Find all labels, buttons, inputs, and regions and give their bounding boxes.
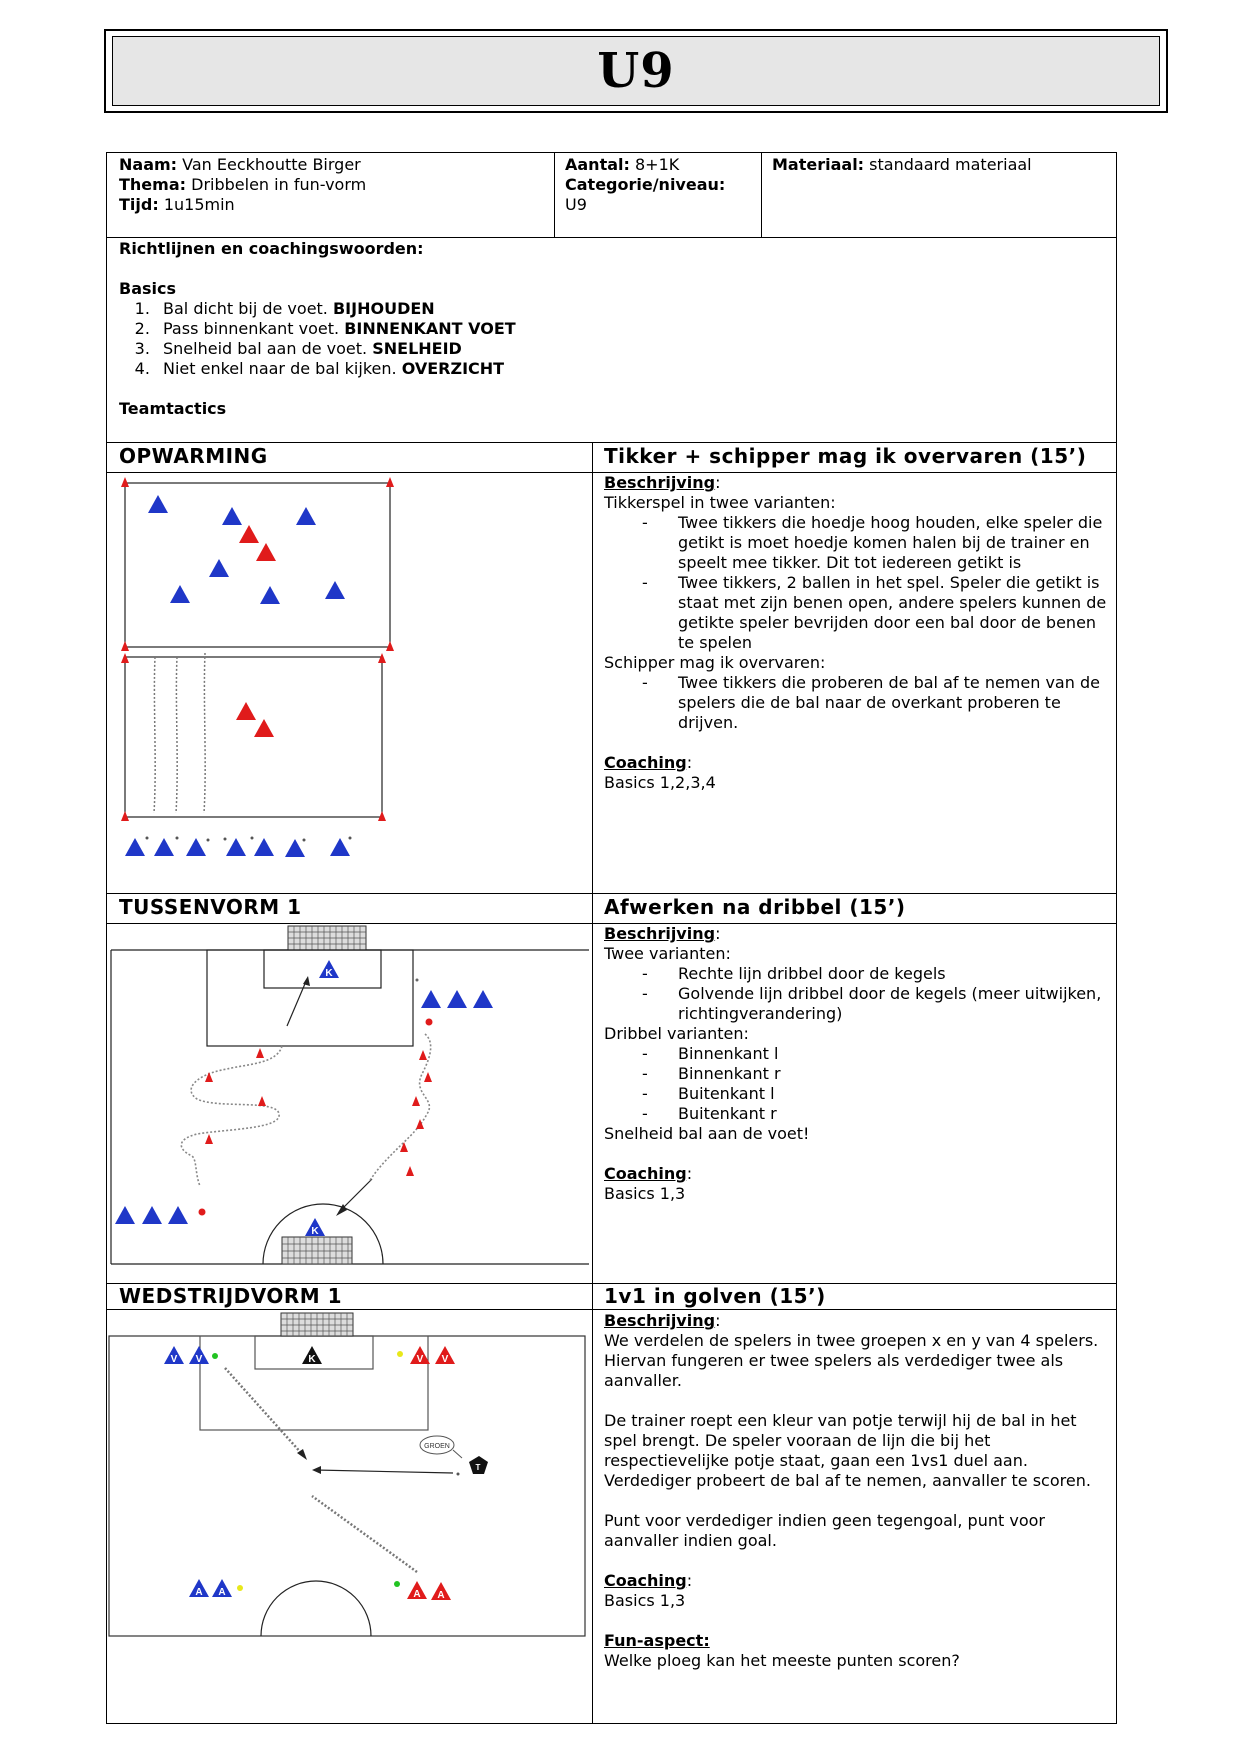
player-red	[239, 525, 259, 543]
player-blue	[296, 507, 316, 525]
basics-item: 1. Bal dicht bij de voet. BIJHOUDEN	[155, 299, 1109, 319]
opwarming-description: Beschrijving: Tikkerspel in twee varianten: - Twee tikkers die hoedje hoog houden, elke speler die getikt is moet hoedje komen halen bij de trainer en speelt mee tikker. Dit tot iedereen getikt is - Twee tikkers, 2 ballen in het spel. Speler die getikt is staat met zijn benen open, andere spelers kunnen de getikte speler bevrijden door een bal door de benen te spelen Schipper mag ik overvaren: - Twee tikkers die proberen de bal af te nemen van de spelers die de bal naar de overkant proberen te drijven. Coaching: Basics 1,2,3,4	[604, 473, 1109, 793]
training-sheet-table	[106, 152, 1117, 1724]
fun-aspect-value: Welke ploeg kan het meeste punten scoren?	[604, 1651, 960, 1670]
player-blue	[260, 586, 280, 604]
player-blue	[325, 581, 345, 599]
opwarming-diagram	[107, 473, 591, 893]
teamtactics-heading: Teamtactics	[119, 399, 227, 418]
categorie-value: U9	[565, 195, 587, 214]
fun-aspect-heading: Fun-aspect:	[604, 1631, 710, 1650]
basics-heading: Basics	[119, 279, 177, 298]
page-title: U9	[597, 43, 675, 99]
svg-text:K: K	[311, 1226, 319, 1237]
player-blue	[209, 559, 229, 577]
basics-list	[81, 299, 1109, 379]
coaching-value: Basics 1,3	[604, 1184, 686, 1203]
svg-text:GROEN: GROEN	[424, 1443, 450, 1450]
list-item: - Golvende lijn dribbel door de kegels (meer uitwijken, richtingverandering)	[642, 984, 1109, 1024]
player-red	[256, 543, 276, 561]
player-red	[236, 702, 256, 720]
svg-text:V: V	[441, 1354, 449, 1365]
wedstrijdvorm-diagram	[107, 1310, 591, 1722]
svg-text:A: A	[413, 1589, 421, 1600]
list-item: - Rechte lijn dribbel door de kegels	[642, 964, 1109, 984]
richtlijnen-heading: Richtlijnen en coachingswoorden:	[119, 239, 424, 258]
richtlijnen-block	[119, 239, 1109, 419]
section-title-opwarming: Tikker + schipper mag ik overvaren (15’)	[604, 444, 1087, 468]
svg-text:V: V	[195, 1354, 203, 1365]
section-title-tussenvorm: Afwerken na dribbel (15’)	[604, 895, 906, 919]
aantal-value: 8+1K	[635, 155, 680, 174]
materiaal-value: standaard materiaal	[869, 155, 1032, 174]
tussenvorm-description: Beschrijving: Twee varianten: - Rechte lijn dribbel door de kegels - Golvende lijn dribbel door de kegels (meer uitwijken, richtingverandering) Dribbel varianten: - Binnenkant l - Binnenkant r - Buitenkant l - Buitenkant r Snelheid bal aan de voet! Coaching: Basics 1,3	[604, 924, 1109, 1204]
tussenvorm-diagram	[107, 924, 591, 1282]
list-item: - Twee tikkers die hoedje hoog houden, elke speler die getikt is moet hoedje komen halen bij de trainer en speelt mee tikker. Dit tot iedereen getikt is	[642, 513, 1109, 573]
section-label-wedstrijdvorm: WEDSTRIJDVORM 1	[119, 1284, 343, 1308]
list-item: - Binnenkant r	[642, 1064, 1109, 1084]
coaching-value: Basics 1,2,3,4	[604, 773, 716, 792]
info-materiaal: Materiaal: standaard materiaal	[772, 155, 1032, 174]
list-item: - Twee tikkers, 2 ballen in het spel. Speler die getikt is staat met zijn benen open, andere spelers kunnen de getikte speler bevrijden door een bal door de benen te spelen	[642, 573, 1109, 653]
player-blue	[148, 495, 168, 513]
player-blue	[170, 585, 190, 603]
title-banner	[104, 29, 1168, 113]
player-blue	[222, 507, 242, 525]
goal-net	[288, 926, 366, 950]
section-label-opwarming: OPWARMING	[119, 444, 268, 468]
list-item: - Buitenkant l	[642, 1084, 1109, 1104]
info-aantal: Aantal: 8+1K Categorie/niveau: U9	[565, 155, 755, 215]
title-banner-inner	[112, 36, 1160, 106]
player-marker	[137, 495, 345, 893]
section-label-tussenvorm: TUSSENVORM 1	[119, 895, 302, 919]
info-general: Naam: Van Eeckhoutte Birger Thema: Dribbelen in fun-vorm Tijd: 1u15min	[119, 155, 367, 214]
list-item: - Twee tikkers die proberen de bal af te nemen van de spelers die de bal naar de overkant proberen te drijven.	[642, 673, 1109, 733]
section-title-wedstrijdvorm: 1v1 in golven (15’)	[604, 1284, 826, 1308]
svg-text:V: V	[170, 1354, 178, 1365]
svg-text:V: V	[416, 1354, 424, 1365]
list-item: - Buitenkant r	[642, 1104, 1109, 1124]
svg-text:T: T	[475, 1463, 481, 1472]
tijd-value: 1u15min	[163, 195, 235, 214]
svg-text:K: K	[325, 968, 333, 979]
basics-item: 4. Niet enkel naar de bal kijken. OVERZICHT	[155, 359, 1109, 379]
coaching-value: Basics 1,3	[604, 1591, 686, 1610]
svg-text:A: A	[218, 1587, 226, 1598]
thema-value: Dribbelen in fun-vorm	[191, 175, 367, 194]
list-item: - Binnenkant l	[642, 1044, 1109, 1064]
svg-text:K: K	[308, 1354, 316, 1365]
wedstrijdvorm-description: Beschrijving: We verdelen de spelers in twee groepen x en y van 4 spelers. Hiervan fungeren er twee spelers als verdediger twee als aanvaller. De trainer roept een kleur van potje terwijl hij de bal in het spel brengt. De speler vooraan de lijn die bij het respectievelijke potje staat, gaan een 1vs1 duel aan. Verdediger probeert de bal af te nemen, aanvaller te scoren. Punt voor verdediger indien geen tegengoal, punt voor aanvaller indien goal. Coaching: Basics 1,3 Fun-aspect: Welke ploeg kan het meeste punten scoren?	[604, 1311, 1109, 1671]
basics-item: 2. Pass binnenkant voet. BINNENKANT VOET	[155, 319, 1109, 339]
naam-value: Van Eeckhoutte Birger	[182, 155, 361, 174]
basics-item: 3. Snelheid bal aan de voet. SNELHEID	[155, 339, 1109, 359]
svg-text:A: A	[195, 1587, 203, 1598]
player-red	[254, 719, 274, 737]
svg-text:A: A	[437, 1590, 445, 1601]
